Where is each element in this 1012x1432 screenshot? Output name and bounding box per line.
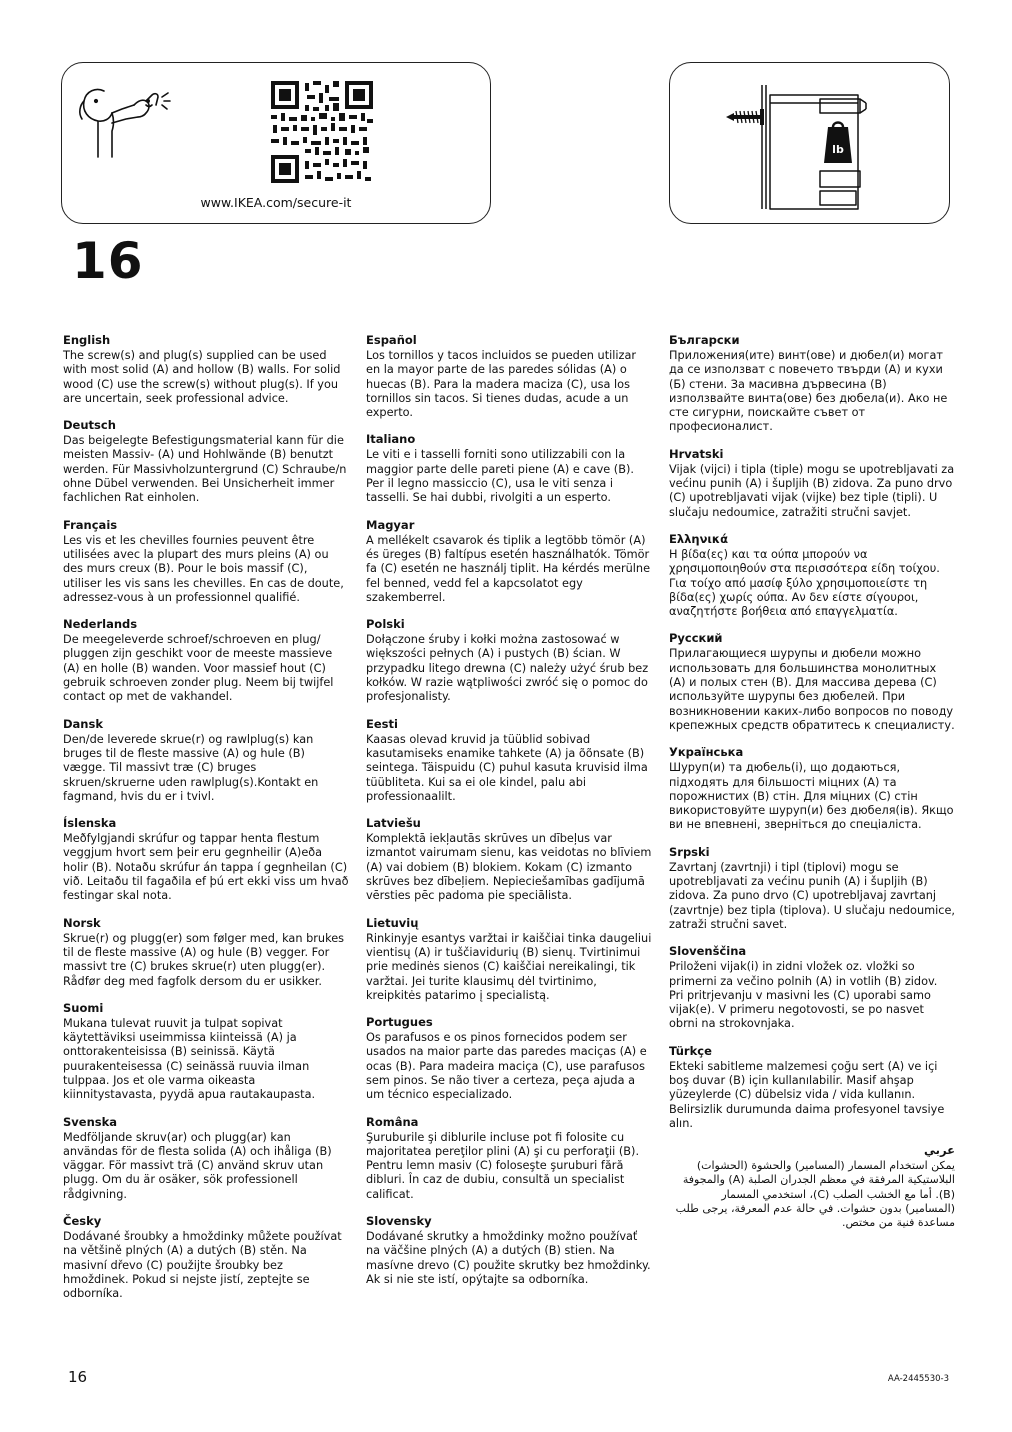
language-text: A mellékelt csavarok és tiplik a legtöbb tömör (A) és üreges (B) faltípus esetén használhatók. Tömör fa (C) esetén ne használj tiplit. Ha kérdés merülne fel benned, vedd fel a kapcsolatot egy szakemberrel. <box>366 533 651 604</box>
language-heading: Româna <box>366 1114 419 1129</box>
column-2 <box>366 333 652 1299</box>
language-section-arabic <box>669 1143 955 1230</box>
language-text: Vijak (vijci) i tipla (tiple) mogu se upotrebljavati za većinu punih (A) i šupljih (B) zidova. Za puno drvo (C) upotrebljavati vijak (vijke) bez tiple (tipli). U slučaju nedoumice, zatražiti stručni savjet. <box>669 462 955 519</box>
language-text: Les vis et les chevilles fournies peuvent être utilisées avec la plupart des murs pleins (A) ou des murs creux (B). Pour le bois massif (C), utiliser les vis sans les chevilles. En cas de doute, adressez-vous à un professionnel qualifié. <box>63 533 344 604</box>
language-section-italiano <box>366 432 652 505</box>
language-text: Приложения(ите) винт(ове) и дюбел(и) могат да се използват с повечето твърди (А) и кухи (Б) стени. За масивна дървесина (В) използвайте винта(ове) без дюбела(и). Ако не сте сигурни, поискайте съвет от професионалист. <box>669 349 948 434</box>
qr-code-icon <box>271 81 373 183</box>
language-section-russian <box>669 631 955 733</box>
language-section-suomi <box>63 1001 349 1103</box>
language-text: Η βίδα(ες) και τα ούπα μπορούν να χρησιμοποιηθούν στα περισσότερα είδη τοίχου. Για τοίχο από μασίφ ξύλο χρησιμοποιείστε τη βίδα(ες) χωρίς ούπα. Αν δεν είστε σίγουροι, αναζητήστε βοήθεια από επαγγελματία. <box>669 547 940 619</box>
language-section-srpski <box>669 845 955 932</box>
language-heading: Česky <box>63 1214 102 1229</box>
language-text: Den/de leverede skrue(r) og rawlplug(s) kan bruges til de fleste massive (A) og hule (B) vægge. Til massivt træ (C) bruges skruen/skruerne uden rawlplug(s).Kontakt en fagmand, hvis du er i tvivl. <box>63 732 319 803</box>
language-section-romana <box>366 1115 652 1202</box>
secure-it-url[interactable]: www.IKEA.com/secure-it <box>200 195 352 210</box>
language-text: Le viti e i tasselli forniti sono utilizzabili con la maggior parte delle pareti piene (A) e cave (B). Per il legno massiccio (C), usa le viti senza i tasselli. Se hai dubbi, rivolgiti a un esperto. <box>366 448 634 505</box>
language-section-latviesu <box>366 816 652 903</box>
language-section-portugues <box>366 1015 652 1102</box>
language-text: Dodávané skrutky a hmoždinky možno používať na väčšine plných (A) a dutých (B) stien. Na masívne drevo (C) použite skrutky bez hmoždinky. Ak si nie ste istí, opýtajte sa odborníka. <box>366 1230 651 1286</box>
language-section-nederlands <box>63 617 349 704</box>
language-heading: Eesti <box>366 716 398 731</box>
wall-anchor-illustration <box>670 63 949 223</box>
language-section-islenska <box>63 816 349 903</box>
secure-it-box <box>61 62 491 224</box>
language-heading: English <box>63 333 111 347</box>
language-text: De meegeleverde schroef/schroeven en plug/ pluggen zijn geschikt voor de meeste massieve (A) en holle (B) wanden. Voor massief hout (C) gebruik schroeven zonder plug. Neem bij twijfel contact op met de vakhandel. <box>63 633 334 704</box>
language-section-greek <box>669 532 955 619</box>
language-section-eesti <box>366 717 652 804</box>
column-3 <box>669 333 955 1243</box>
language-text: Mukana tulevat ruuvit ja tulpat sopivat käytettäviksi useimmissa kiinteissä (A) ja onttorakenteisissa (B) seinissä. Käytä puurakenteisessa (C) seinässä ruuvia ilman tulppaa. Jos et ole varma oikeasta kiinnitystavasta, pyydä apua rautakaupasta. <box>63 1016 316 1102</box>
language-section-cesky <box>63 1214 349 1301</box>
language-section-slovensky <box>366 1214 652 1287</box>
wall-anchor-illustration-box <box>669 62 950 224</box>
language-section-ukrainian <box>669 745 955 832</box>
document-code: AA-2445530-3 <box>887 1374 949 1384</box>
language-text: Rinkinyje esantys varžtai ir kaiščiai tinka daugeliui vientisų (A) ir tuščiavidurių (B) sienų. Tvirtinimui prie medinės sienos (C) kaiščiai nereikalingi, tik varžtai. Jei turite klausimų dėl tvirtinimo, kreipkitės patarimo į specialistą. <box>366 931 652 1002</box>
language-section-magyar <box>366 518 652 605</box>
language-heading: Dansk <box>63 716 103 731</box>
language-text: Los tornillos y tacos incluidos se pueden utilizar en la mayor parte de las paredes sólidas (A) o huecas (B). Para la madera maciza (C), usa los tornillos sin tacos. Si tienes dudas, acude a un experto. <box>366 349 637 420</box>
language-section-norsk <box>63 916 349 989</box>
language-section-english <box>63 333 349 406</box>
language-text: Kaasas olevad kruvid ja tüüblid sobivad kasutamiseks enamike tahkete (A) ja õõnsate (B) seintega. Täispuidu (C) puhul kasuta kruvisid ilma tüübliteta. Kui sa ei ole kindel, palu abi professionaalilt. <box>366 732 648 803</box>
language-text: Meðfylgjandi skrúfur og tappar henta flestum veggjum hvort sem þeir eru gegnheilir (A)eða holir (B). Notaðu skrúfur án tappa í gegnheilan (C) við. Leitaðu til fagaðila ef þú ert ekki viss um hvað festingar skal nota. <box>63 832 349 903</box>
language-section-polski <box>366 617 652 704</box>
screw-icon <box>726 109 764 125</box>
language-heading: Ελληνικά <box>669 531 728 546</box>
language-section-hrvatski <box>669 447 955 520</box>
weight-label: lb <box>832 143 844 156</box>
language-heading: عربي <box>924 1143 955 1158</box>
language-section-turkce <box>669 1044 955 1131</box>
footer-page-number: 16 <box>68 1368 88 1386</box>
language-heading: Polski <box>366 617 405 632</box>
language-heading: Deutsch <box>63 418 116 433</box>
language-text: Komplektā iekļautās skrūves un dībeļus var izmantot vairumam sienu, kas veidotas no blīviem (A) vai dobiem (B) blokiem. Kokam (C) izmanto skrūves bez dībeļiem. Nepieciešamības gadījumā vērsties pēc padoma pie speciālista. <box>366 832 652 903</box>
step-number: 16 <box>72 232 144 290</box>
language-section-bulgarian <box>669 333 955 435</box>
language-heading: Italiano <box>366 432 416 447</box>
language-text: Ekteki sabitleme malzemesi çoğu sert (A) ve içi boş duvar (B) için kullanılabilir. Masif ahşap yüzeylerde (C) dübelsiz vida / vida kullanın. Belirsizlik durumunda daima profesyonel tavsiye alın. <box>669 1059 945 1130</box>
language-text: Medföljande skruv(ar) och plugg(ar) kan användas för de flesta solida (A) och ihåliga (B) väggar. För massivt trä (C) använd skruv utan plugg. Om du är osäker, sök professionell rådgivning. <box>63 1130 332 1201</box>
language-heading: Slovensky <box>366 1214 432 1229</box>
language-text: Dodávané šroubky a hmoždinky můžete používat na většině plných (A) a dutých (B) stěn. Na masivní dřevo (C) použijte šroubky bez hmoždinek. Pokud si nejste jistí, zeptejte se odborníka. <box>63 1230 342 1301</box>
language-heading: Українська <box>669 745 744 760</box>
language-text: Das beigelegte Befestigungsmaterial kann für die meisten Massiv- (A) und Hohlwände (B) benutzt werden. Für Massivholzuntergrund (C) Schraube/n ohne Dübel verwenden. Bei Unsicherheit immer fachlichen Rat einholen. <box>63 434 347 505</box>
language-text: Шуруп(и) та дюбель(і), що додаються, підходять для більшості міцних (A) та порожнистих (B) стін. Для міцних (C) стін використовуйте шуруп(и) без дюбеля(ів). Якщо ви не впевнені, зверніться до спеціаліста. <box>669 761 954 832</box>
language-section-espanol <box>366 333 652 420</box>
language-heading: Türkçe <box>669 1043 712 1058</box>
language-text: يمكن استخدام المسمار (المسامير) والحشوة (الحشوات) البلاستيكية المرفقة في معظم الجدران الصلبة (A) والمجوفة (B). أما مع الخشب الصلب (C)، استخدمي المسمار (المسامير) بدون حشوات. في حالة عدم المعرفة، يرجى طلب مساعدة فنية من مختص. <box>675 1159 955 1230</box>
language-heading: Latviešu <box>366 816 421 831</box>
language-heading: Lietuvių <box>366 915 419 930</box>
language-text: The screw(s) and plug(s) supplied can be used with most solid (A) and hollow (B) walls. For solid wood (C) use the screw(s) without plug(s). If you are uncertain, seek professional advice. <box>63 349 341 405</box>
person-thinking-icon <box>74 79 192 159</box>
language-text: Zavrtanj (zavrtnji) i tipl (tiplovi) mogu se upotrebljavati za većinu punih (A) i šupljih (B) zidova. Za puno drvo (C) upotrebljavaj zavrtanj (zavrtnje) bez tipla (tiplova). U slučaju nedoumice, zatraži stručni savet. <box>669 860 956 931</box>
language-heading: Français <box>63 517 118 532</box>
language-heading: Suomi <box>63 1000 104 1015</box>
language-section-francais <box>63 518 349 605</box>
language-text: Skrue(r) og plugg(er) som følger med, kan brukes til de fleste massive (A) og hule (B) vegger. For massivt tre (C) brukes skrue(r) uten plugg(er). Rådfør deg med fagfolk dersom du er usikker. <box>63 931 345 988</box>
language-heading: Español <box>366 333 417 347</box>
language-text: Şuruburile şi diblurile incluse pot fi folosite cu majoritatea pereţilor plini (A) şi cu perforaţii (B). Pentru lemn masiv (C) foloseşte şuruburi fără dibluri. În caz de dubiu, consultă un specialist calificat. <box>366 1130 640 1201</box>
language-heading: Norsk <box>63 915 101 930</box>
language-heading: Íslenska <box>63 816 117 831</box>
language-section-slovenscina <box>669 944 955 1031</box>
language-section-deutsch <box>63 418 349 505</box>
language-section-dansk <box>63 717 349 804</box>
language-heading: Slovenščina <box>669 944 747 959</box>
language-section-lietuviu <box>366 916 652 1003</box>
language-heading: Русский <box>669 631 723 646</box>
language-text: Dołączone śruby i kołki można zastosować w większości pełnych (A) i pustych (B) ścian. W przypadku litego drewna (C) należy użyć śrub bez kołków. W razie wątpliwości zwróć się o pomoc do profesjonalisty. <box>366 633 649 704</box>
language-text: Priloženi vijak(i) in zidni vložek oz. vložki so primerni za večino polnih (A) in votlih (B) zidov. Pri pritrjevanju v masivni les (C) uporabi samo vijak(e). V primeru negotovosti, se po nasvet obrni na strokovnjaka. <box>669 960 938 1031</box>
language-heading: Български <box>669 333 740 347</box>
language-heading: Svenska <box>63 1114 118 1129</box>
language-heading: Magyar <box>366 517 415 532</box>
language-heading: Hrvatski <box>669 446 724 461</box>
column-1 <box>63 333 349 1314</box>
language-section-svenska <box>63 1115 349 1202</box>
language-heading: Nederlands <box>63 617 138 632</box>
language-text: Прилагающиеся шурупы и дюбели можно использовать для большинства монолитных (A) и полых стен (B). Для массива дерева (C) используйте шурупы без дюбелей. При возникновении каких-либо вопросов по поводу крепежных средств обратитесь к специалисту. <box>669 647 955 732</box>
language-heading: Srpski <box>669 844 710 859</box>
language-heading: Portugues <box>366 1015 433 1030</box>
language-text: Os parafusos e os pinos fornecidos podem ser usados na maior parte das paredes maciças (A) e ocas (B). Para madeira maciça (C), use parafusos sem pinos. Se não tiver a certeza, peça ajuda a um técnico especializado. <box>366 1031 647 1102</box>
